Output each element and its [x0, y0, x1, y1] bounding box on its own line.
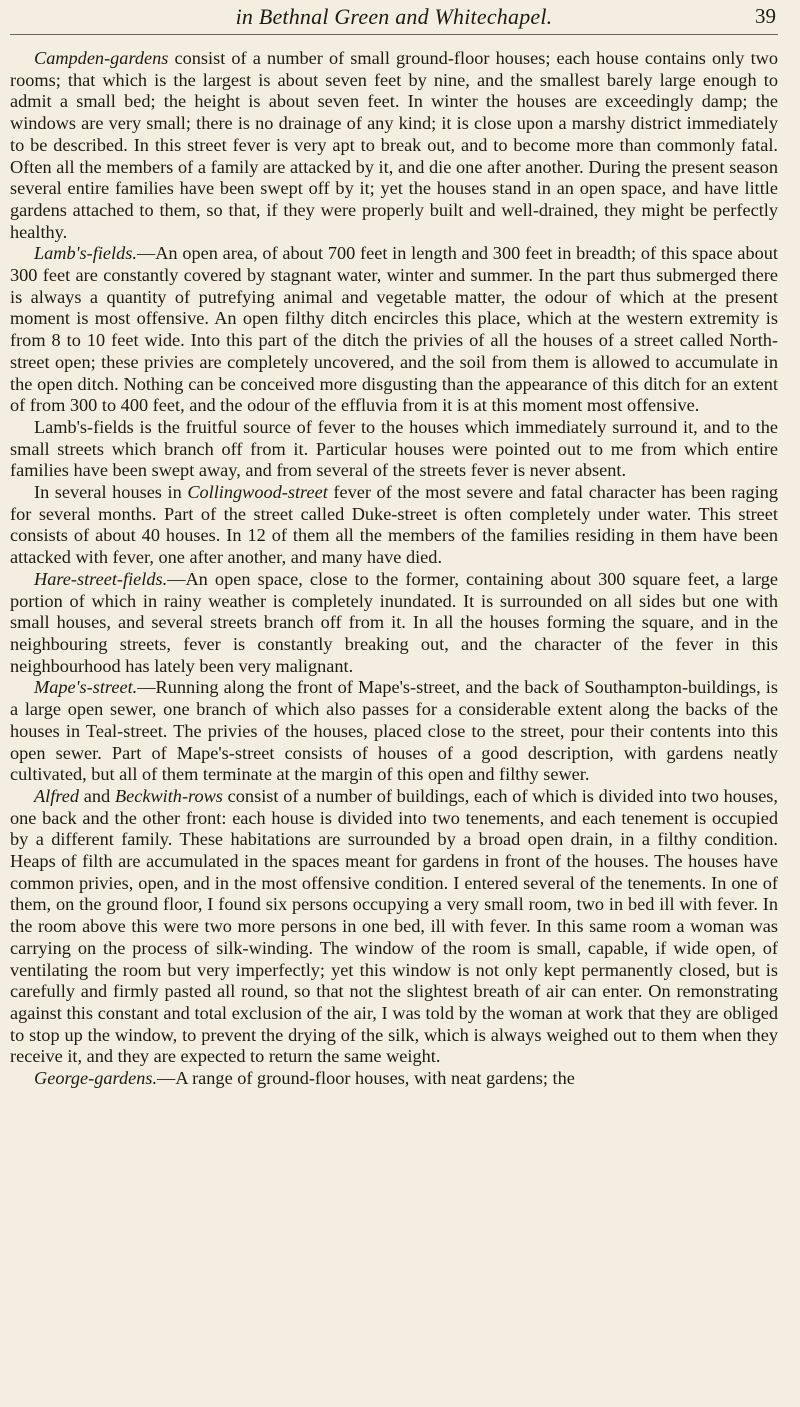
street-name: George-gardens. — [34, 1068, 158, 1089]
paragraph-text: Lamb's-fields is the fruitful source of fever to the houses which immediately surround it, and to the small streets which branch off from it. Particular houses were pointed out to me from which entire families have been swept away, and from several of the streets fever is never absent. — [10, 416, 778, 481]
paragraph-text: and — [79, 785, 115, 806]
paragraph-text: consist of a number of buildings, each of which is divided into two houses, one back and the other front: each house is divided into two tenements, and each tenement is occupied by a different family. These habitations are surrounded by a broad open drain, in a filthy condition. Heaps of filth are accumulated in the spaces meant for gardens in front of the houses. The houses have common privies, open, and in the most offensive condition. I entered several of the tenements. In one of them, on the ground floor, I found six persons occupying a very small room, two in bed ill with fever. In the room above this were two more persons in one bed, ill with fever. In this same room a woman was carrying on the process of silk-winding. The window of the room is small, capable, if wide open, of ventilating the room but very imperfectly; yet this window is not only kept permanently closed, but is carefully and firmly pasted all round, so that not the slightest breath of air can enter. On remonstrating against this constant and total exclusion of the air, I was told by the woman at work that they are obliged to stop up the window, to prevent the drying of the silk, which is always weighed out to them when they receive it, and they are expected to return the same weight. — [10, 785, 778, 1067]
page-number: 39 — [755, 4, 776, 28]
street-name: Collingwood-street — [187, 482, 328, 503]
running-head: in Bethnal Green and Whitechapel. — [235, 4, 553, 29]
paragraph-mapes-street — [10, 677, 778, 786]
paragraph-text: In several houses in — [34, 482, 188, 503]
paragraph-text: consist of a number of small ground-floor houses; each house contains only two rooms; that which is the largest is about seven feet by nine, and the smallest barely large enough to admit a small bed; the height is about seven feet. In winter the houses are exceedingly damp; the windows are very small; there is no drainage of any kind; it is close upon a marshy district immediately to be described. In this street fever is very apt to break out, and to become more than commonly fatal. Often all the members of a family are attacked by it, and die one after another. During the present season several entire families have been swept off by it; yet the houses stand in an open space, and have little gardens attached to them, so that, if they were properly built and well-drained, they might be perfectly healthy. — [10, 48, 778, 242]
street-name: Lamb's-fields. — [34, 243, 137, 264]
paragraph-lambs-fields-fever — [10, 417, 778, 482]
paragraph-alfred-beckwith-rows — [10, 786, 778, 1068]
street-name: Hare-street-fields. — [34, 568, 168, 589]
paragraph-campden-gardens — [10, 48, 778, 243]
street-name: Alfred — [34, 785, 80, 806]
paragraph-collingwood-street — [10, 482, 778, 569]
paragraph-george-gardens — [10, 1068, 778, 1090]
body-text — [10, 48, 778, 1090]
header-rule — [10, 34, 778, 35]
street-name: Beckwith-rows — [114, 785, 223, 806]
paragraph-text: —An open space, close to the former, containing about 300 square feet, a large portion of which in rainy weather is completely inundated. It is surrounded on all sides but one with small houses, and several streets branch off from it. In all the houses forming the square, and in the neighbouring streets, fever is constantly breaking out, and the character of the fever in this neighbourhood has lately been very malignant. — [10, 568, 778, 676]
paragraph-text: —A range of ground-floor houses, with neat gardens; the — [157, 1068, 575, 1089]
paragraph-hare-street-fields — [10, 569, 778, 678]
street-name: Mape's-street. — [34, 677, 138, 698]
paragraph-lambs-fields — [10, 243, 778, 417]
paragraph-text: —Running along the front of Mape's-street, and the back of Southampton-buildings, is a large open sewer, one branch of which also passes for a considerable extent along the backs of the houses in Teal-street. The privies of the houses, placed close to the street, pour their contents into this open sewer. Part of Mape's-street consists of houses of a good description, with gardens neatly cultivated, but all of them terminate at the margin of this open and filthy sewer. — [10, 677, 778, 785]
page-header — [10, 0, 778, 48]
paragraph-text: fever of the most severe and fatal character has been raging for several months. Part of the street called Duke-street is often completely under water. This street consists of about 40 houses. In 12 of them all the members of the families residing in them have been attacked with fever, one after another, and many have died. — [10, 482, 778, 568]
street-name: Campden-gardens — [34, 48, 169, 68]
paragraph-text: —An open area, of about 700 feet in length and 300 feet in breadth; of this space about 300 feet are constantly covered by stagnant water, winter and summer. In the part thus submerged there is always a quantity of putrefying animal and vegetable matter, the odour of which at the present moment is most offensive. An open filthy ditch encircles this place, which at the western extremity is from 8 to 10 feet wide. Into this part of the ditch the privies of all the houses of a street called North-street open; these privies are completely uncovered, and the soil from them is allowed to accumulate in the open ditch. Nothing can be conceived more disgusting than the appearance of this ditch for an extent of from 300 to 400 feet, and the odour of the effluvia from it is at this moment most offensive. — [10, 243, 778, 416]
